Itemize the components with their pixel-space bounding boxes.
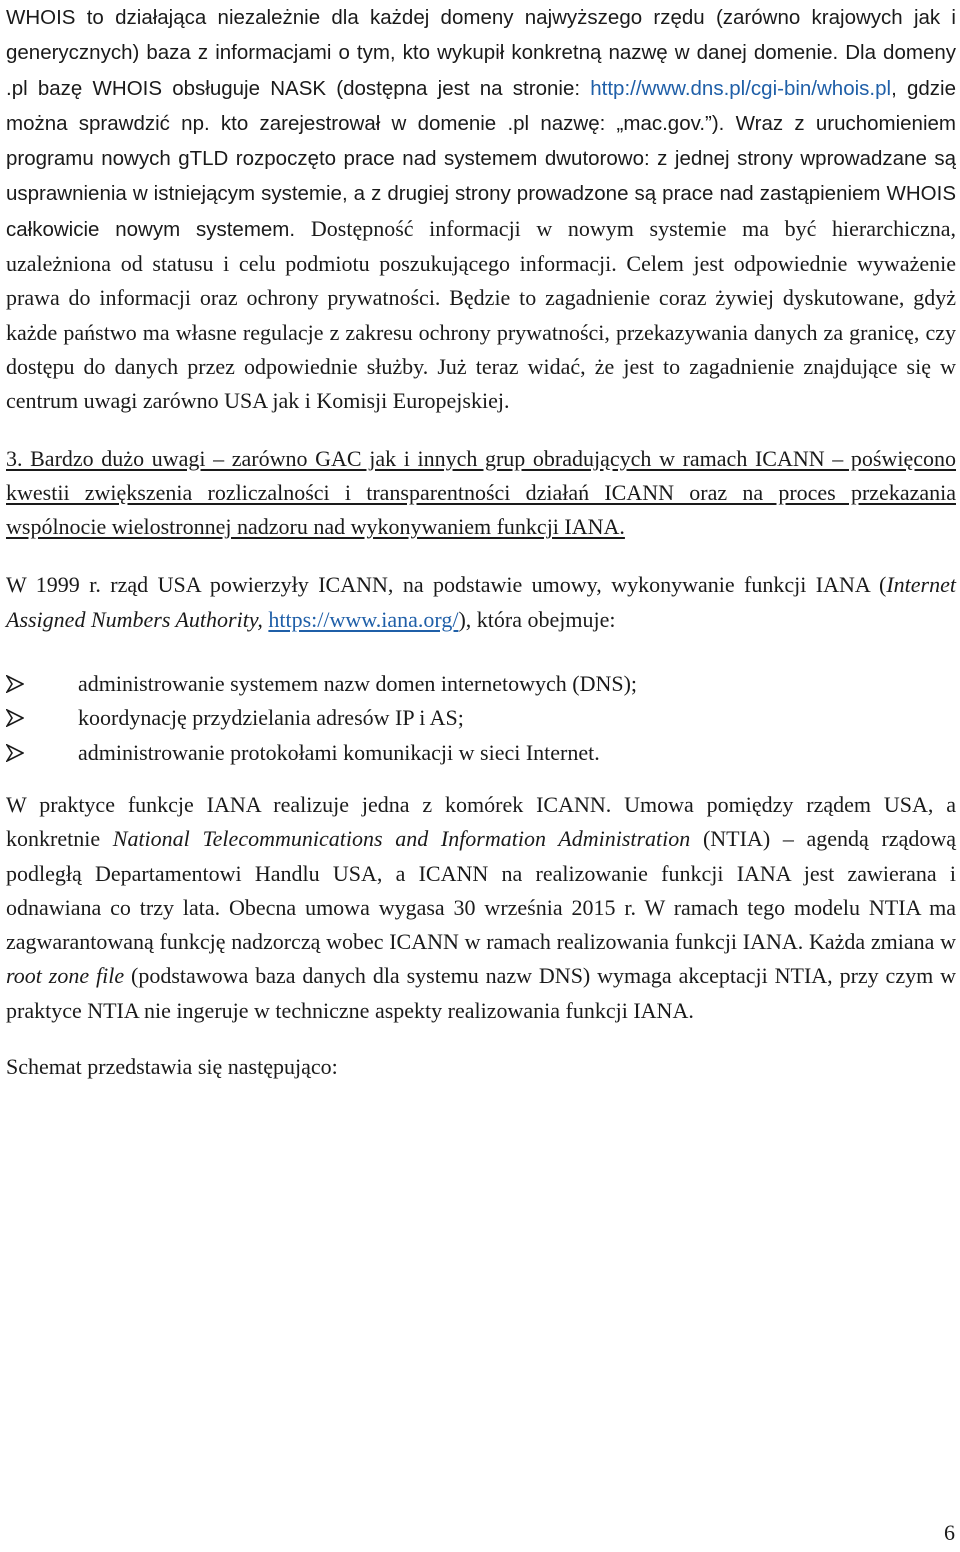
paragraph-ntia-text-c: (podstawowa baza danych dla systemu nazw DNS) wymaga akceptacji NTIA, przy czym w praktyce NTIA nie ingeruje w techniczne aspekty realizowania funkcji IANA. <box>6 963 956 1023</box>
whois-link[interactable]: http://www.dns.pl/cgi-bin/whois.pl <box>590 76 892 100</box>
iana-functions-list <box>6 667 956 770</box>
paragraph-iana-text-a: W 1999 r. rząd USA powierzyły ICANN, na podstawie umowy, wykonywanie funkcji IANA ( <box>6 572 887 598</box>
paragraph-iana-text-b: ), która obejmuje: <box>458 606 616 632</box>
list-item-text: administrowanie protokołami komunikacji w sieci Internet. <box>78 739 600 765</box>
paragraph-ntia-text-b: (NTIA) – agendą rządową podległą Departamentowi Handlu USA, a ICANN na realizowanie funkcji IANA jest zawierana i odnawiana co trzy lata. Obecna umowa wygasa 30 września 2015 r. W ramach tego modelu NTIA ma zagwarantowaną funkcję nadzorczą wobec ICANN w ramach realizowania funkcji IANA. Każda zmiana w <box>6 826 956 955</box>
list-item-text: koordynację przydzielania adresów IP i AS; <box>78 705 464 731</box>
arrow-bullet-icon <box>6 744 24 762</box>
document-page <box>6 0 956 1084</box>
page-number: 6 <box>944 1520 955 1545</box>
paragraph-ntia-italic-b: root zone file <box>6 963 125 989</box>
arrow-bullet-icon <box>6 675 24 693</box>
iana-link[interactable]: https://www.iana.org/ <box>268 606 459 632</box>
paragraph-ntia-text-a: W praktyce funkcje IANA realizuje jedna z komórek ICANN. Umowa pomiędzy rządem USA, a konkretnie <box>6 791 956 852</box>
paragraph-schema-intro: Schemat przedstawia się następująco: <box>6 1054 338 1080</box>
paragraph-whois-text-a: WHOIS to działająca niezależnie dla każdej domeny najwyższego rzędu (zarówno krajowych jak i generycznych) baza z informacjami o tym, kto wykupił konkretną nazwę w danej domenie. Dla domeny .pl bazę WHOIS obsługuje NASK (dostępna jest na stronie: <box>6 6 956 100</box>
paragraph-whois-text-b: , gdzie można sprawdzić np. kto zarejestrował w domenie .pl nazwę: „mac.gov.”). <box>6 76 957 135</box>
list-item-text: administrowanie systemem nazw domen internetowych (DNS); <box>78 671 638 697</box>
paragraph-ntia <box>6 788 956 1028</box>
paragraph-iana <box>6 568 956 637</box>
list-item <box>6 667 956 701</box>
paragraph-whois-text-c: Wraz z uruchomieniem programu nowych gTLD rozpoczęto prace nad systemem dwutorowo: z jednej strony wprowadzane są usprawnienia w istniejącym systemie, a z drugiej strony prowadzone są prace nad zastąpieniem WHOIS całkowicie nowym systemem. <box>6 111 956 241</box>
list-item <box>6 701 956 735</box>
paragraph-iana-italic: Internet Assigned Numbers Authority, <box>6 572 956 632</box>
arrow-bullet-icon <box>6 709 24 727</box>
section-3-heading: 3. Bardzo dużo uwagi – zarówno GAC jak i innych grup obradujących w ramach ICANN – poświęcono kwestii zwiększenia rozliczalności i transparentności działań ICANN oraz na proces przekazania wspólnocie wielostronnej nadzoru nad wykonywaniem funkcji IANA. <box>6 445 956 540</box>
list-item <box>6 736 956 770</box>
paragraph-ntia-italic-a: National Telecommunications and Information Administration <box>112 826 691 852</box>
paragraph-whois <box>6 0 956 419</box>
paragraph-whois-text-d: Dostępność informacji w nowym systemie ma być hierarchiczna, uzależniona od statusu i celu podmiotu poszukującego informacji. Celem jest odpowiednie wyważenie prawa do informacji oraz ochrony prywatności. Będzie to zagadnienie coraz żywiej dyskutowane, gdyż każde państwo ma własne regulacje z zakresu ochrony prywatności, przekazywania danych za granicę, czy dostępu do danych przez odpowiednie służby. Już teraz widać, że jest to zagadnienie znajdujące się w centrum uwagi zarówno USA jak i Komisji Europejskiej. <box>6 215 956 414</box>
